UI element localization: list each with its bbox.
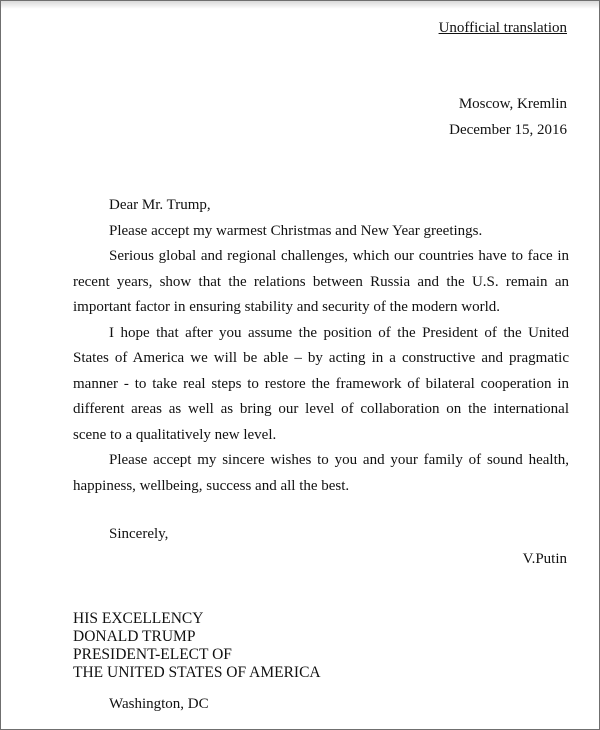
letter-place: Moscow, Kremlin — [458, 96, 567, 112]
recipient-block — [73, 610, 321, 682]
closing: Sincerely, — [109, 526, 169, 542]
recipient-line-title: HIS EXCELLENCY — [73, 610, 204, 627]
paragraph-greetings: Please accept my warmest Christmas and New Year greetings. — [109, 222, 483, 239]
paragraph-challenges: Serious global and regional challenges, which our countries have to face in recent years, show that the relations between Russia and the U.S. remain an important factor in ensuring stability and security of the modern world. — [73, 248, 569, 315]
letter-body — [73, 193, 569, 499]
recipient-line-name: DONALD TRUMP — [73, 628, 196, 645]
recipient-line-country: THE UNITED STATES OF AMERICA — [73, 664, 321, 681]
signature: V.Putin — [522, 551, 567, 567]
translation-label: Unofficial translation — [438, 20, 567, 36]
letter-date: December 15, 2016 — [449, 122, 567, 138]
recipient-line-position: PRESIDENT-ELECT OF — [73, 646, 232, 663]
paragraph-cooperation: I hope that after you assume the position of the President of the United States of America we will be able – by acting in a constructive and pragmatic manner - to take real steps to restore the framework of bilateral cooperation in different areas as well as bring our level of collaboration on the international scene to a qualitatively new level. — [73, 324, 569, 443]
salutation: Dear Mr. Trump, — [109, 197, 211, 213]
top-shadow — [1, 1, 599, 9]
paragraph-wishes: Please accept my sincere wishes to you and your family of sound health, happiness, wellbeing, success and all the best. — [73, 452, 569, 494]
recipient-city: Washington, DC — [109, 696, 209, 712]
